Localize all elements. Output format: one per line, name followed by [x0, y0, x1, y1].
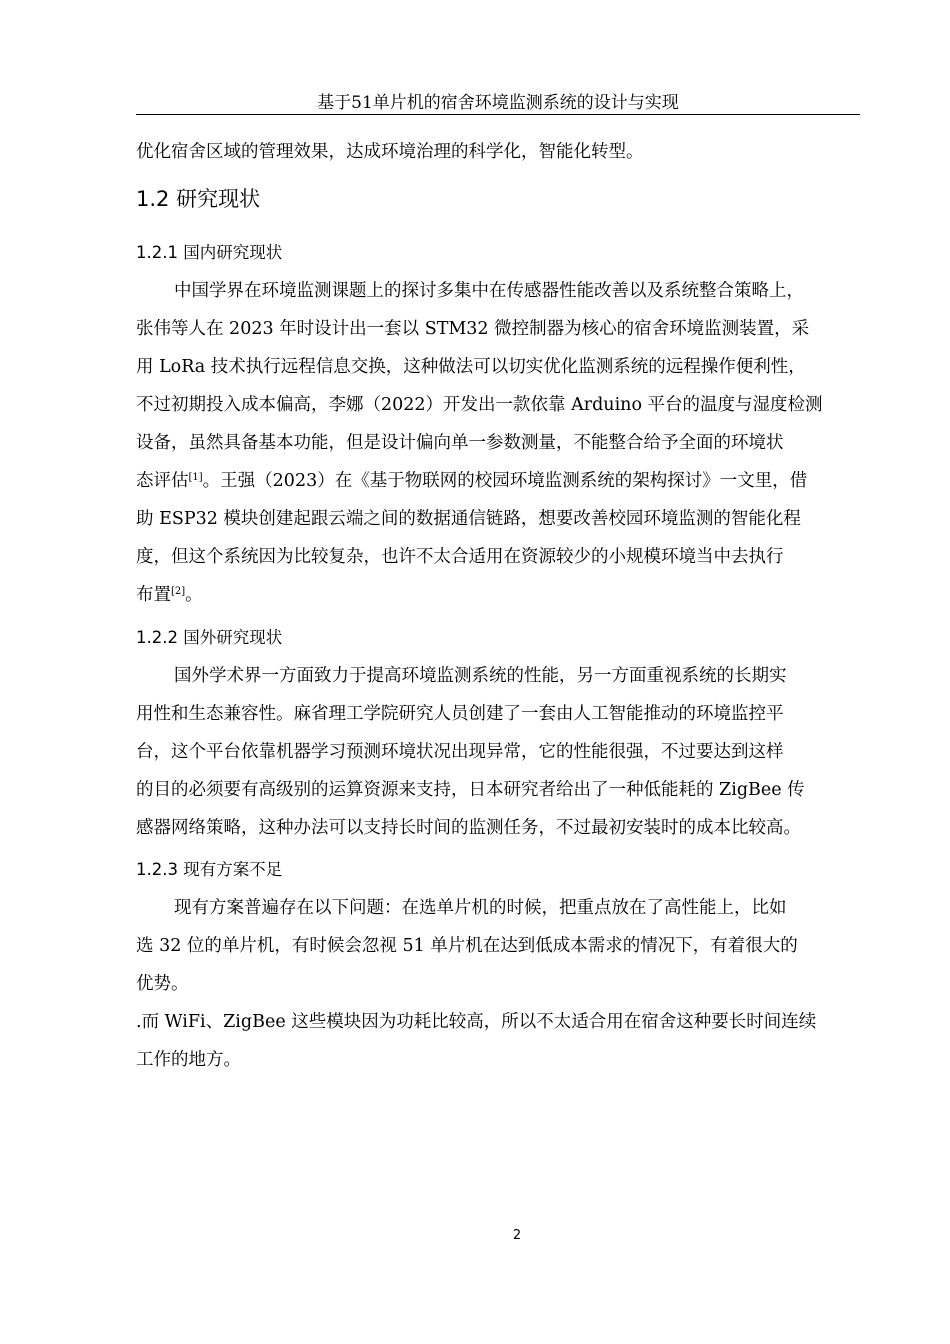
section-1-2-1-heading: 1.2.1 国内研究现状 [136, 243, 283, 262]
paragraph-line: 工作的地方。 [136, 1050, 241, 1070]
paragraph-line: 中国学界在环境监测课题上的探讨多集中在传感器性能改善以及系统整合策略上， [174, 281, 804, 301]
line-text: 。 [185, 585, 203, 605]
paragraph-line [136, 469, 807, 493]
section-1-2-2-heading: 1.2.2 国外研究现状 [136, 628, 283, 647]
page-number: 2 [512, 1228, 522, 1243]
line-text: 态评估 [136, 471, 189, 491]
section-1-2-heading: 1.2 研究现状 [136, 187, 261, 211]
paragraph-line: 度，但这个系统因为比较复杂，也许不太合适用在资源较少的小规模环境当中去执行 [136, 547, 784, 567]
paragraph-line [136, 583, 203, 607]
paragraph-line: 的目的必须要有高级别的运算资源来支持，日本研究者给出了一种低能耗的 ZigBee 传 [136, 780, 805, 800]
paragraph-line: 设备，虽然具备基本功能，但是设计偏向单一参数测量，不能整合给予全面的环境状 [136, 433, 784, 453]
paragraph-line: 台，这个平台依靠机器学习预测环境状况出现异常，它的性能很强，不过要达到这样 [136, 742, 784, 762]
paragraph-line: 助 ESP32 模块创建起跟云端之间的数据通信链路，想要改善校园环境监测的智能化程 [136, 509, 801, 529]
paragraph-line: 用 LoRa 技术执行远程信息交换，这种做法可以切实优化监测系统的远程操作便利性， [136, 357, 806, 377]
paragraph-line: 优势。 [136, 974, 189, 994]
header-divider [136, 114, 860, 115]
paragraph-line: 张伟等人在 2023 年时设计出一套以 STM32 微控制器为核心的宿舍环境监测装置，采 [136, 319, 810, 339]
intro-line: 优化宿舍区域的管理效果，达成环境治理的科学化，智能化转型。 [136, 142, 644, 162]
paragraph-line: 不过初期投入成本偏高，李娜（2022）开发出一款依靠 Arduino 平台的温度与湿度检测 [136, 395, 823, 415]
running-header: 基于51单片机的宿舍环境监测系统的设计与实现 [317, 93, 679, 113]
paragraph-line: 国外学术界一方面致力于提高环境监测系统的性能，另一方面重视系统的长期实 [174, 666, 787, 686]
paragraph-line: 现有方案普遍存在以下问题：在选单片机的时候，把重点放在了高性能上，比如 [174, 898, 787, 918]
paragraph-line: 用性和生态兼容性。麻省理工学院研究人员创建了一套由人工智能推动的环境监控平 [136, 704, 784, 724]
section-1-2-3-heading: 1.2.3 现有方案不足 [136, 860, 283, 879]
paragraph-line: .而 WiFi、ZigBee 这些模块因为功耗比较高，所以不太适合用在宿舍这种要长时间连续 [136, 1012, 817, 1032]
paragraph-line: 感器网络策略，这种办法可以支持长时间的监测任务，不过最初安装时的成本比较高。 [136, 818, 801, 838]
line-text: 。王强（2023）在《基于物联网的校园环境监测系统的架构探讨》一文里，借 [202, 471, 808, 491]
citation-2: [2] [171, 586, 186, 597]
paragraph-line: 选 32 位的单片机，有时候会忽视 51 单片机在达到低成本需求的情况下，有着很大的 [136, 936, 798, 956]
line-text: 布置 [136, 585, 171, 605]
citation-1: [1] [188, 472, 203, 483]
